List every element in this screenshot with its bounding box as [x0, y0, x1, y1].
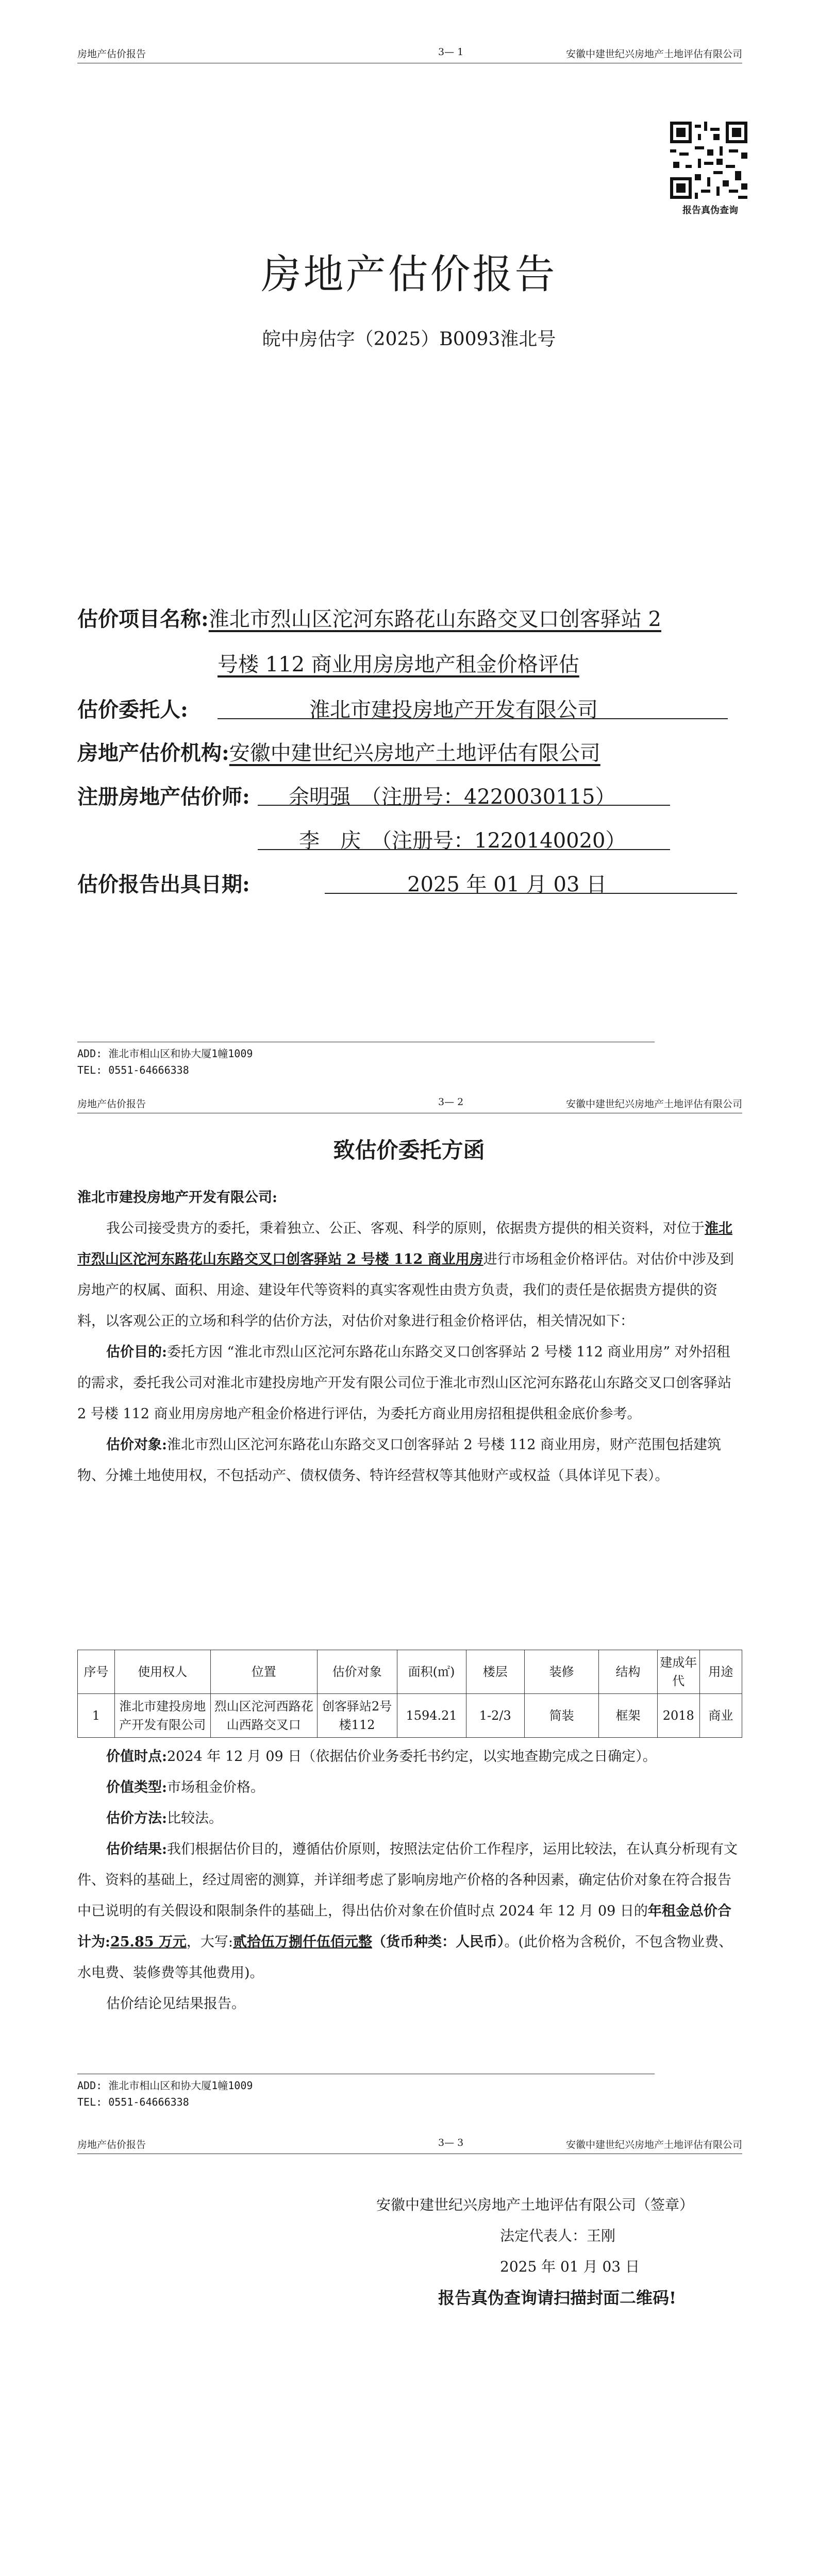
- table-header: 使用权人: [114, 1650, 210, 1694]
- intro-property: 淮北市烈山区沱河东路花山东路交叉口创客驿站 2 号楼 112 商业用房: [77, 1221, 732, 1267]
- project-label: 估价项目名称:: [77, 607, 209, 631]
- date-label: 估价报告出具日期:: [77, 872, 250, 896]
- page-footer: [77, 1042, 742, 1078]
- table-header: 楼层: [466, 1650, 524, 1694]
- result-text-3: 。(此价格为含税价，不包含物业费、水电费、装修费等其他费用)。: [77, 1934, 733, 1981]
- header-left: 房地产估价报告: [77, 48, 146, 60]
- header-left: 房地产估价报告: [77, 2139, 146, 2150]
- footer-tel: TEL: 0551-64666338: [77, 1064, 189, 1076]
- value-type-text: 市场租金价格。: [166, 1780, 264, 1795]
- letter-page: [0, 1092, 818, 2123]
- project-row: [77, 603, 661, 632]
- date-row: [77, 868, 250, 897]
- method-text: 比较法。: [166, 1810, 223, 1826]
- purpose-text: 委托方因 “淮北市烈山区沱河东路花山东路交叉口创客驿站 2 号楼 112 商业用房” 对外招租的需求，委托我公司对淮北市建投房地产开发有限公司位于淮北市烈山区沱河东路花山东路交叉口创客驿站 2 号楼 112 商业用房房地产租金价格进行评估，为委托方商业用房招租提供租金底价参考。: [77, 1344, 731, 1422]
- result-total-words: 贰拾伍万捌仟伍佰元整: [233, 1934, 373, 1950]
- table-header: 建成年代: [657, 1650, 699, 1694]
- header-right: 安徽中建世纪兴房地产土地评估有限公司: [565, 2139, 742, 2150]
- footer-address: ADD: 淮北市相山区和协大厦1幢1009: [77, 1047, 253, 1060]
- client-row: [77, 693, 188, 723]
- table-cell: 框架: [599, 1694, 657, 1738]
- header-right: 安徽中建世纪兴房地产土地评估有限公司: [565, 1098, 742, 1110]
- table-cell: 1-2/3: [466, 1694, 524, 1738]
- method-label: 估价方法:: [106, 1810, 167, 1826]
- page-header: [77, 42, 742, 63]
- result-total-value: 25.85 万元: [110, 1934, 187, 1950]
- qr-caption: 报告真伪查询: [682, 205, 738, 216]
- table-header: 结构: [599, 1650, 657, 1694]
- agency-label: 房地产估价机构:: [77, 741, 229, 765]
- intro-text-1: 我公司接受贵方的委托，秉着独立、公正、客观、科学的原则，依据贵方提供的相关资料，对位于: [106, 1221, 705, 1236]
- report-title: 房地产估价报告: [261, 251, 557, 298]
- salutation: 淮北市建投房地产开发有限公司:: [77, 1190, 277, 1206]
- result-total-label: 年租金总价合计为:: [77, 1903, 731, 1950]
- agency-row: [77, 737, 600, 766]
- appraiser-1-underline: [258, 805, 670, 806]
- table-cell: 2018: [657, 1694, 699, 1738]
- value-date-label: 价值时点:: [106, 1749, 167, 1765]
- property-table: [77, 1650, 742, 1738]
- header-page-number: 3— 1: [438, 46, 464, 58]
- project-value-line2: 号楼 112 商业用房房地产租金价格评估: [218, 653, 579, 676]
- value-type-label: 价值类型:: [106, 1780, 167, 1795]
- table-header: 序号: [78, 1650, 115, 1694]
- table-cell: 1594.21: [397, 1694, 466, 1738]
- table-cell: 淮北市建投房地产开发有限公司: [114, 1694, 210, 1738]
- result-text-2: ，大写:: [186, 1934, 233, 1950]
- appraiser-1: 余明强 （注册号：4220030115）: [289, 785, 616, 809]
- object-text: 淮北市烈山区沱河东路花山东路交叉口创客驿站 2 号楼 112 商业用房，财产范围包括建筑物、分摊土地使用权，不包括动产、债权债务、特许经营权等其他财产或权益（具体详见下表）。: [77, 1437, 722, 1484]
- appraiser-2-underline: [258, 849, 670, 850]
- verify-note: 报告真伪查询请扫描封面二维码!: [438, 2288, 677, 2308]
- appraiser-label: 注册房地产估价师:: [77, 785, 250, 809]
- table-header: 用途: [699, 1650, 742, 1694]
- table-header: 面积(㎡): [397, 1650, 466, 1694]
- header-page-number: 3— 3: [438, 2137, 464, 2148]
- signature-block: [77, 2190, 742, 2313]
- report-number: 皖中房估字（2025）B0093淮北号: [262, 329, 556, 350]
- table-cell: 烈山区沱河西路花山西路交叉口: [210, 1694, 317, 1738]
- client-value: 淮北市建投房地产开发有限公司: [309, 698, 598, 722]
- page-header: [77, 2133, 742, 2154]
- sign-company: 安徽中建世纪兴房地产土地评估有限公司（签章）: [376, 2196, 694, 2213]
- result-text-1: 我们根据估价目的，遵循估价原则，按照法定估价工作程序，运用比较法，在认真分析现有文件、资料的基础上，经过周密的测算，并详细考虑了影响房地产价格的各种因素，确定估价对象在符合报告中已说明的有关假设和限制条件的基础上，得出估价对象在价值时点 2024 年 12 月 09 日的: [77, 1841, 738, 1919]
- table-header-row: [78, 1650, 742, 1694]
- intro-text-2: 进行市场租金价格评估。对估价中涉及到房地产的权属、面积、用途、建设年代等资料的真实客观性由贵方负责，我们的责任是依据贵方提供的资料，以客观公正的立场和科学的估价方法，对估价对象进行租金价格评估，相关情况如下：: [77, 1251, 734, 1329]
- header-page-number: 3— 2: [438, 1096, 464, 1108]
- table-row: [78, 1694, 742, 1738]
- letter-title: 致估价委托方函: [333, 1138, 485, 1163]
- qr-code-icon[interactable]: [670, 122, 747, 199]
- letter-body-bottom: [77, 1741, 742, 2020]
- client-underline: [218, 718, 728, 719]
- signature-page: [0, 2133, 818, 2576]
- table-header: 位置: [210, 1650, 317, 1694]
- table-cell: 商业: [699, 1694, 742, 1738]
- object-label: 估价对象:: [106, 1437, 167, 1453]
- closing-text: 估价结论见结果报告。: [106, 1996, 245, 2012]
- footer-address: ADD: 淮北市相山区和协大厦1幢1009: [77, 2079, 253, 2092]
- result-label: 估价结果:: [106, 1841, 167, 1857]
- project-value-line1: 淮北市烈山区沱河东路花山东路交叉口创客驿站 2: [208, 607, 661, 631]
- client-label: 估价委托人:: [77, 698, 188, 722]
- header-right: 安徽中建世纪兴房地产土地评估有限公司: [565, 48, 742, 60]
- letter-body-top: [77, 1182, 742, 1492]
- sign-date: 2025 年 01 月 03 日: [500, 2258, 640, 2275]
- page-footer: [77, 2074, 742, 2110]
- table-header: 装修: [524, 1650, 598, 1694]
- value-date-text: 2024 年 12 月 09 日（依据估价业务委托书约定，以实地查勘完成之日确定）。: [166, 1749, 657, 1765]
- table-cell: 创客驿站2号楼112: [317, 1694, 397, 1738]
- purpose-label: 估价目的:: [106, 1344, 167, 1360]
- footer-tel: TEL: 0551-64666338: [77, 2096, 189, 2108]
- cover-page: [0, 0, 818, 1076]
- agency-value: 安徽中建世纪兴房地产土地评估有限公司: [229, 741, 600, 765]
- page-header: [77, 1092, 742, 1113]
- appraiser-row: [77, 781, 250, 810]
- appraiser-2: 李 庆 （注册号：1220140020）: [299, 829, 626, 853]
- header-left: 房地产估价报告: [77, 1098, 146, 1110]
- table-header: 估价对象: [317, 1650, 397, 1694]
- table-cell: 1: [78, 1694, 115, 1738]
- date-underline: [325, 893, 737, 894]
- date-value: 2025 年 01 月 03 日: [407, 873, 607, 896]
- result-currency: （货币种类：人民币）: [372, 1934, 505, 1950]
- sign-representative: 法定代表人：王刚: [500, 2227, 616, 2244]
- table-cell: 简装: [524, 1694, 598, 1738]
